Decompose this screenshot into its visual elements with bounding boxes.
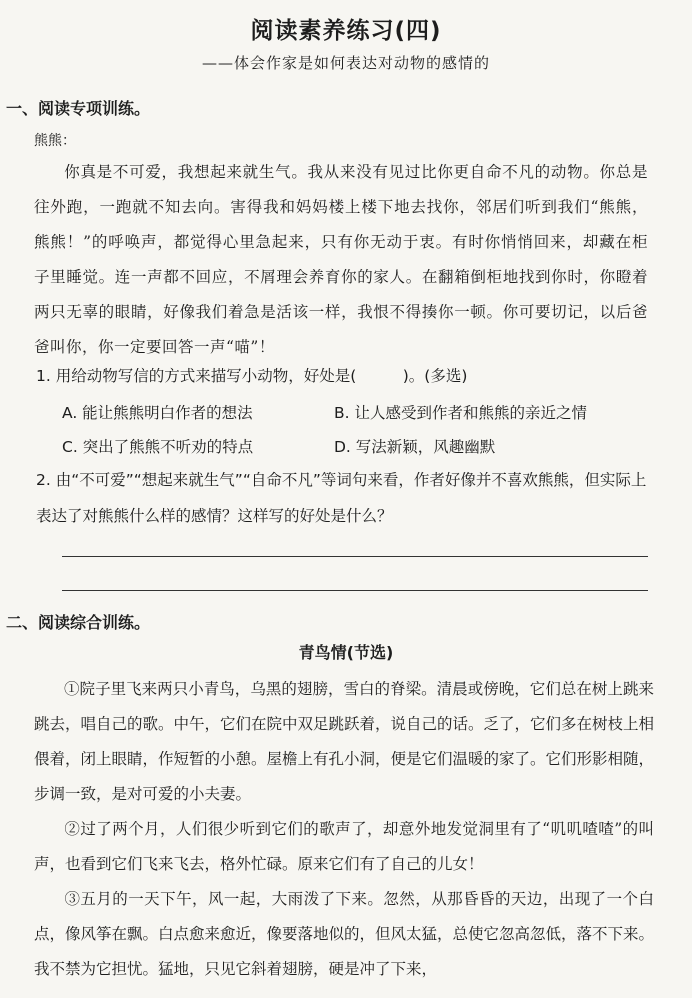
story-paragraph-1 <box>34 672 654 812</box>
section-2-heading: 二、阅读综合训练。 <box>6 613 151 632</box>
section-1-heading: 一、阅读专项训练。 <box>6 99 151 118</box>
story-title: 青鸟情(节选) <box>298 643 394 662</box>
question-2-stem: 2. 由“不可爱”“想起来就生气”“自命不凡”等词句来看，作者好像并不喜欢熊熊，但实际上表达了对熊熊什么样的感情？这样写的好处是什么？ <box>36 471 647 525</box>
letter-passage-text: 你真是不可爱，我想起来就生气。我从来没有见过比你更自命不凡的动物。你总是往外跑，一跑就不知去向。害得我和妈妈楼上楼下地去找你，邻居们听到我们“熊熊，熊熊！”的呼唤声，都觉得心里急起来，只有你无动于衷。有时你悄悄回来，却藏在柜子里睡觉。连一声都不回应，不屑理会养育你的家人。在翻箱倒柜地找到你时，你瞪着两只无辜的眼睛，好像我们着急是活该一样，我恨不得揍你一顿。你可要切记，以后爸爸叫你，你一定要回答一声“喵”！ <box>34 163 648 356</box>
page-subtitle: ——体会作家是如何表达对动物的感情的 <box>201 54 490 72</box>
letter-passage <box>34 155 648 365</box>
story-paragraph-2-text: ②过了两个月，人们很少听到它们的歌声了，却意外地发觉洞里有了“叽叽喳喳”的叫声，也看到它们飞来飞去，格外忙碌。原来它们有了自己的儿女！ <box>34 820 654 873</box>
answer-line-2[interactable] <box>62 590 648 591</box>
story-paragraph-3-text: ③五月的一天下午，风一起，大雨泼了下来。忽然，从那昏昏的天边，出现了一个白点，像风筝在飘。白点愈来愈近，像要落地似的，但风太猛，总使它忽高忽低，落不下来。我不禁为它担忧。猛地，只见它斜着翅膀，硬是冲了下来， <box>34 890 655 978</box>
question-1-option-d[interactable]: D. 写法新颖，风趣幽默 <box>334 438 496 456</box>
answer-line-1[interactable] <box>62 556 648 557</box>
question-1-option-b[interactable]: B. 让人感受到作者和熊熊的亲近之情 <box>334 404 587 422</box>
question-1-option-c[interactable]: C. 突出了熊熊不听劝的特点 <box>62 438 254 456</box>
story-paragraph-2 <box>34 812 654 882</box>
question-1-stem: 1. 用给动物写信的方式来描写小动物，好处是( )。(多选) <box>36 367 468 385</box>
story-paragraph-1-text: ①院子里飞来两只小青鸟，乌黑的翅膀，雪白的脊梁。清晨或傍晚，它们总在树上跳来跳去，唱自己的歌。中午，它们在院中双足跳跃着，说自己的话。乏了，它们多在树枝上相偎着，闭上眼睛，作短暂的小憩。屋檐上有孔小洞，便是它们温暖的家了。它们形影相随，步调一致，是对可爱的小夫妻。 <box>34 680 655 803</box>
question-1-option-a[interactable]: A. 能让熊熊明白作者的想法 <box>62 404 253 422</box>
page-title: 阅读素养练习(四) <box>250 18 442 44</box>
story-paragraph-3 <box>34 882 654 987</box>
letter-salutation: 熊熊： <box>34 133 76 149</box>
